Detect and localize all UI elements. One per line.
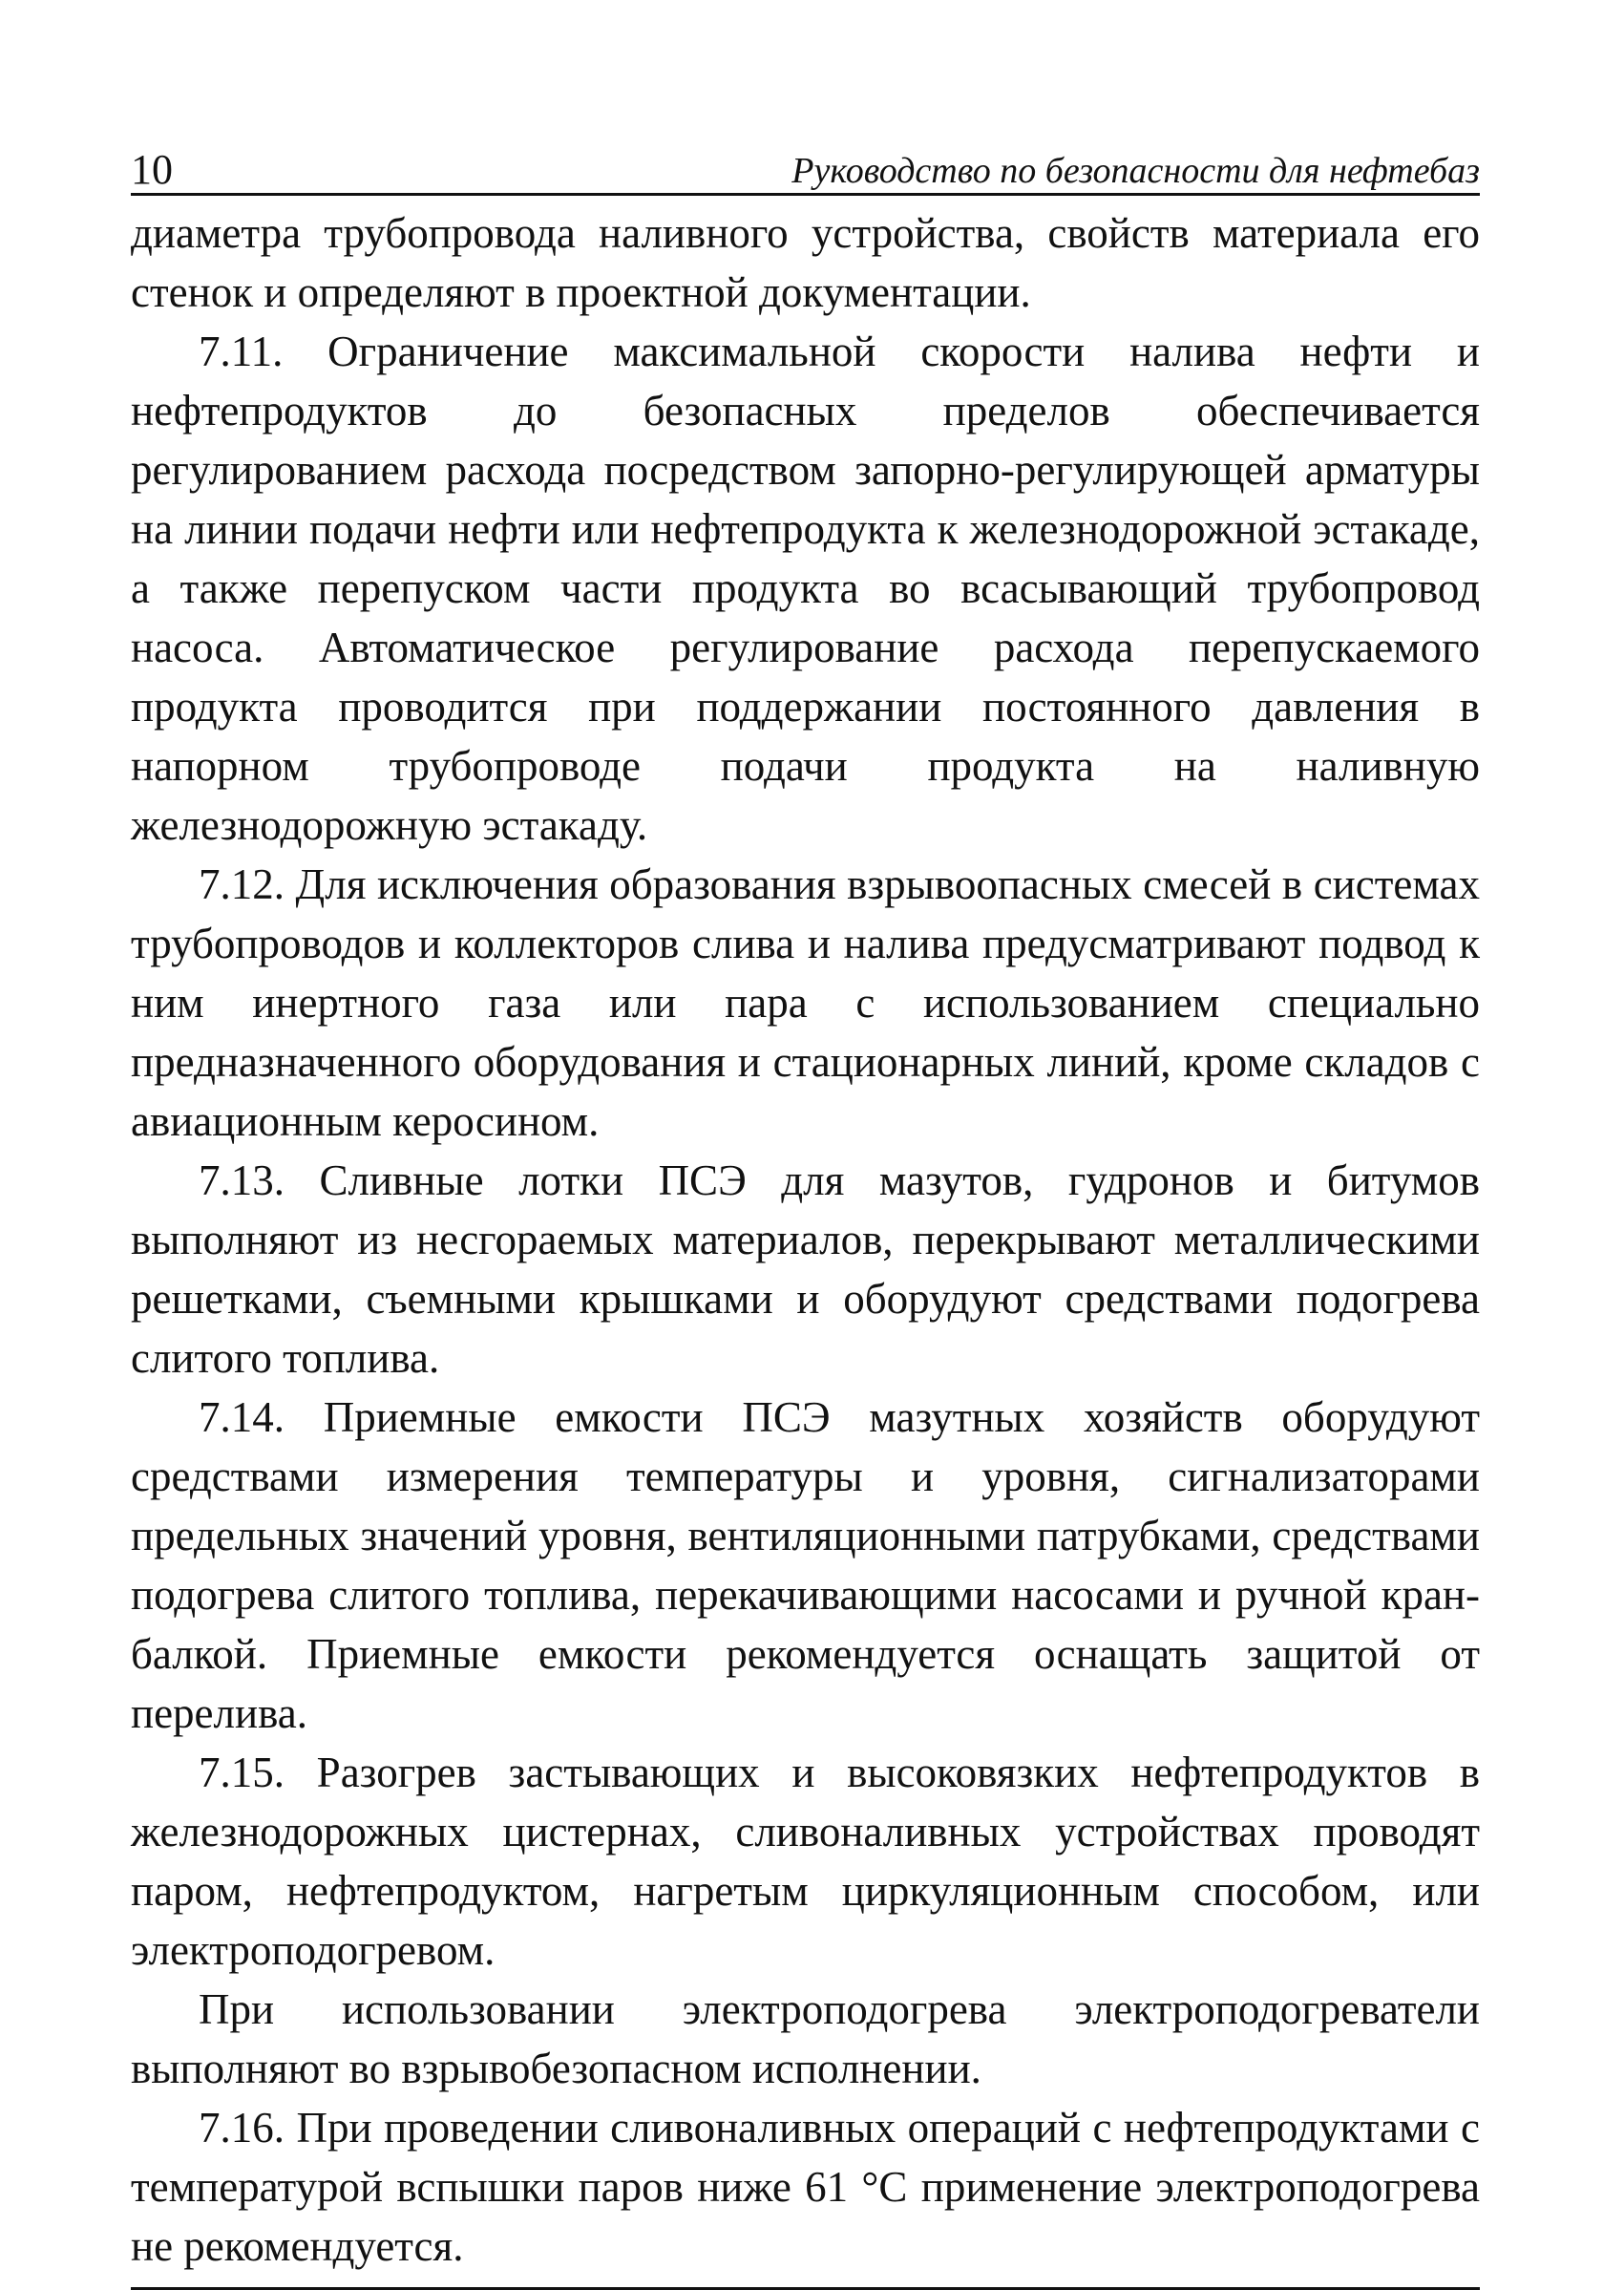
- running-title: Руководство по безопасности для нефтебаз: [791, 151, 1480, 191]
- paragraph-7-11: 7.11. Ограничение максимальной скорости налива нефти и нефтепродуктов до безопасных пределов обеспечивается регулированием расхода посредством запорно-регулирующей арматуры на линии подачи нефти или нефтепродукта к железнодорожной эстакаде, а также перепуском части продукта во всасывающий трубопровод насоса. Автоматическое регулирование расхода перепускаемого продукта проводится при поддержании постоянного давления в напорном трубопроводе подачи продукта на наливную железнодорожную эстакаду.: [131, 328, 1480, 849]
- page-number: 10: [131, 146, 173, 193]
- paragraph-7-13: 7.13. Сливные лотки ПСЭ для мазутов, гудронов и битумов выполняют из несгораемых материалов, перекрывают металлическими решетками, съемными крышками и оборудуют средствами подогрева слитого топлива.: [131, 1156, 1480, 1382]
- page-header: [131, 143, 1480, 196]
- paragraph-7-12: 7.12. Для исключения образования взрывоопасных смесей в системах трубопроводов и коллекторов слива и налива предусматривают подвод к ним инертного газа или пара с использованием специально предназначенного оборудования и стационарных линий, кроме складов с авиационным керосином.: [131, 860, 1480, 1145]
- paragraph: диаметра трубопровода наливного устройства, свойств материала его стенок и определяют в проектной документации.: [131, 209, 1480, 316]
- body-text: [131, 203, 1480, 2276]
- paragraph-electroheating-note: При использовании электроподогрева электроподогреватели выполняют во взрывобезопасном исполнении.: [131, 1985, 1480, 2092]
- paragraph-7-14: 7.14. Приемные емкости ПСЭ мазутных хозяйств оборудуют средствами измерения температуры и уровня, сигнализаторами предельных значений уровня, вентиляционными патрубками, средствами подогрева слитого топлива, перекачивающими насосами и ручной кран-балкой. Приемные емкости рекомендуется оснащать защитой от перелива.: [131, 1393, 1480, 1737]
- paragraph-7-16: 7.16. При проведении сливоналивных операций с нефтепродуктами с температурой вспышки паров ниже 61 °С применение электроподогрева не рекомендуется.: [131, 2104, 1480, 2270]
- document-page: [131, 143, 1480, 2290]
- paragraph-7-15: 7.15. Разогрев застывающих и высоковязких нефтепродуктов в железнодорожных цистернах, сливоналивных устройствах проводят паром, нефтепродуктом, нагретым циркуляционным способом, или электроподогревом.: [131, 1749, 1480, 1974]
